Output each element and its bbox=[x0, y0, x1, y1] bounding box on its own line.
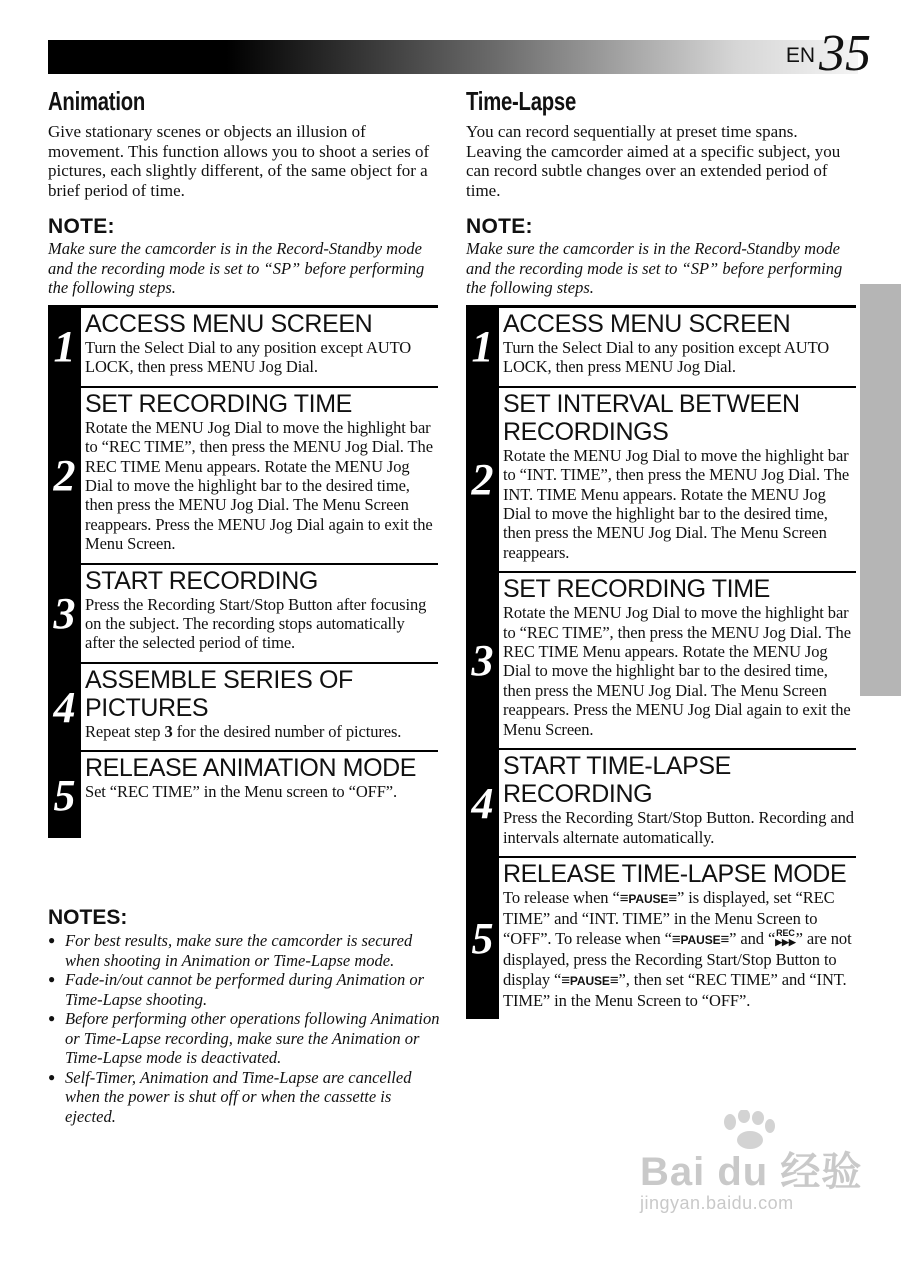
step-text: Rotate the MENU Jog Dial to move the highlight bar to “REC TIME”, then press the MENU Jog Dial. The REC TIME Menu appears. Rotate the MENU Jog Dial to move the highlight bar to the desired time, then press the MENU Jog Dial. The Menu Screen reappears. Press the MENU Jog Dial again to exit the Menu Screen. bbox=[503, 603, 851, 739]
pause-indicator-icon: ≡ PAUSE ≡ bbox=[672, 930, 729, 950]
step-title: START TIME-LAPSE RECORDING bbox=[503, 752, 731, 809]
step-number: 4 bbox=[48, 664, 81, 750]
step-number: 2 bbox=[48, 388, 81, 563]
step bbox=[48, 752, 438, 838]
notes-heading: NOTES: bbox=[48, 906, 128, 929]
baidu-watermark bbox=[640, 1140, 862, 1214]
step-text: Press the Recording Start/Stop Button. Recording and intervals alternate automatically. bbox=[503, 808, 854, 847]
watermark-url: jingyan.baidu.com bbox=[640, 1193, 794, 1213]
time-lapse-section bbox=[466, 86, 856, 298]
step-number: 5 bbox=[48, 752, 81, 838]
step bbox=[466, 308, 856, 388]
step bbox=[48, 388, 438, 565]
step-number: 2 bbox=[466, 388, 499, 571]
note-text: Make sure the camcorder is in the Record-Standby mode and the recording mode is set to “SP” before performing the following steps. bbox=[48, 239, 425, 297]
note-heading: NOTE: bbox=[48, 215, 115, 238]
step-number: 4 bbox=[466, 750, 499, 856]
section-title: Time-Lapse bbox=[466, 86, 577, 116]
step-text: Press the Recording Start/Stop Button after focusing on the subject. The recording stops automatically after the selected period of time. bbox=[85, 594, 427, 653]
step bbox=[466, 573, 856, 750]
step-title: RELEASE TIME-LAPSE MODE bbox=[503, 859, 847, 888]
step-text: Rotate the MENU Jog Dial to move the highlight bar to “REC TIME”, then press the MENU Jog Dial. The REC TIME Menu appears. Rotate the MENU Jog Dial to move the highlight bar to the desired time, then press the MENU Jog Dial. The Menu Screen reappears. Press the MENU Jog Dial again to exit the Menu Screen. bbox=[85, 417, 433, 554]
step-title: SET RECORDING TIME bbox=[85, 389, 352, 418]
step-number: 3 bbox=[48, 565, 81, 662]
step bbox=[48, 565, 438, 664]
notes-block bbox=[48, 905, 443, 1126]
step bbox=[466, 388, 856, 573]
step bbox=[48, 308, 438, 388]
step bbox=[466, 750, 856, 858]
step-number: 5 bbox=[466, 858, 499, 1019]
step-text: Turn the Select Dial to any position except AUTO LOCK, then press MENU Jog Dial. bbox=[85, 338, 412, 377]
step-text: Rotate the MENU Jog Dial to move the highlight bar to “INT. TIME”, then press the MENU Jog Dial. The INT. TIME Menu appears. Rotate the MENU Jog Dial to move the highlight bar to the desired time, then press the MENU Jog Dial. The Menu Screen reappears. bbox=[503, 445, 850, 562]
step bbox=[48, 664, 438, 752]
pause-indicator-icon: ≡ PAUSE ≡ bbox=[561, 971, 618, 991]
header-gradient-bar bbox=[48, 40, 858, 74]
animation-steps bbox=[48, 305, 438, 838]
step-text: Set “REC TIME” in the Menu screen to “OFF”. bbox=[85, 782, 398, 802]
step-title: RELEASE ANIMATION MODE bbox=[85, 754, 417, 783]
step-title: SET INTERVAL BETWEEN RECORDINGS bbox=[503, 389, 800, 446]
section-intro: You can record sequentially at preset time spans. Leaving the camcorder aimed at a specific subject, you can record subtle changes over an extended period of time. bbox=[466, 122, 841, 200]
step-text: To release when “≡ PAUSE ≡ ” is displayed, set “REC TIME” and “INT. TIME” in the Menu Screen to “OFF”. To release when “≡ PAUSE ≡ ” and “REC ▶▶▶” are not displayed, press the Recording Start/Stop Button to display “≡ PAUSE ≡ ”, then set “REC TIME” and “INT. TIME” in the Menu Screen to “OFF”. bbox=[503, 888, 856, 1010]
list-item: ● Self-Timer, Animation and Time-Lapse are cancelled when the power is shut off or when the cassette is ejected. bbox=[48, 1068, 443, 1127]
list-item: ● For best results, make sure the camcorder is secured when shooting in Animation or Time-Lapse mode. bbox=[48, 931, 443, 970]
list-item: ● Before performing other operations following Animation or Time-Lapse recording, make sure the Animation or Time-Lapse mode is deactivated. bbox=[48, 1009, 443, 1068]
step-title: ACCESS MENU SCREEN bbox=[503, 310, 791, 338]
list-item: ● Fade-in/out cannot be performed during Animation or Time-Lapse shooting. bbox=[48, 970, 443, 1009]
side-thumb-tab bbox=[860, 284, 901, 696]
step bbox=[466, 858, 856, 1019]
step-number: 1 bbox=[466, 308, 499, 386]
step-title: ACCESS MENU SCREEN bbox=[85, 310, 373, 338]
step-title: ASSEMBLE SERIES OF PICTURES bbox=[85, 665, 353, 722]
section-title: Animation bbox=[48, 86, 146, 116]
step-number: 1 bbox=[48, 308, 81, 386]
section-intro: Give stationary scenes or objects an illusion of movement. This function allows you to shoot a series of pictures, each slightly different, of the same object for a brief period of time. bbox=[48, 122, 430, 200]
note-heading: NOTE: bbox=[466, 215, 533, 238]
step-number: 3 bbox=[466, 573, 499, 748]
step-text: Repeat step 3 for the desired number of pictures. bbox=[85, 721, 402, 741]
pause-indicator-icon: ≡ PAUSE ≡ bbox=[620, 889, 677, 909]
language-code: EN bbox=[785, 44, 815, 67]
page-number bbox=[785, 25, 871, 82]
time-lapse-steps bbox=[466, 305, 856, 1019]
note-text: Make sure the camcorder is in the Record-Standby mode and the recording mode is set to “SP” before performing the following steps. bbox=[466, 239, 843, 297]
step-title: START RECORDING bbox=[85, 566, 318, 595]
page-number-value: 35 bbox=[819, 25, 871, 82]
rec-fast-forward-icon: REC ▶▶▶ bbox=[775, 927, 796, 947]
paw-logo-icon bbox=[718, 1110, 778, 1150]
watermark-brand: Bai du 经验 bbox=[640, 1150, 863, 1194]
step-text: Turn the Select Dial to any position except AUTO LOCK, then press MENU Jog Dial. bbox=[503, 338, 830, 377]
animation-section bbox=[48, 86, 438, 298]
step-title: SET RECORDING TIME bbox=[503, 575, 770, 604]
